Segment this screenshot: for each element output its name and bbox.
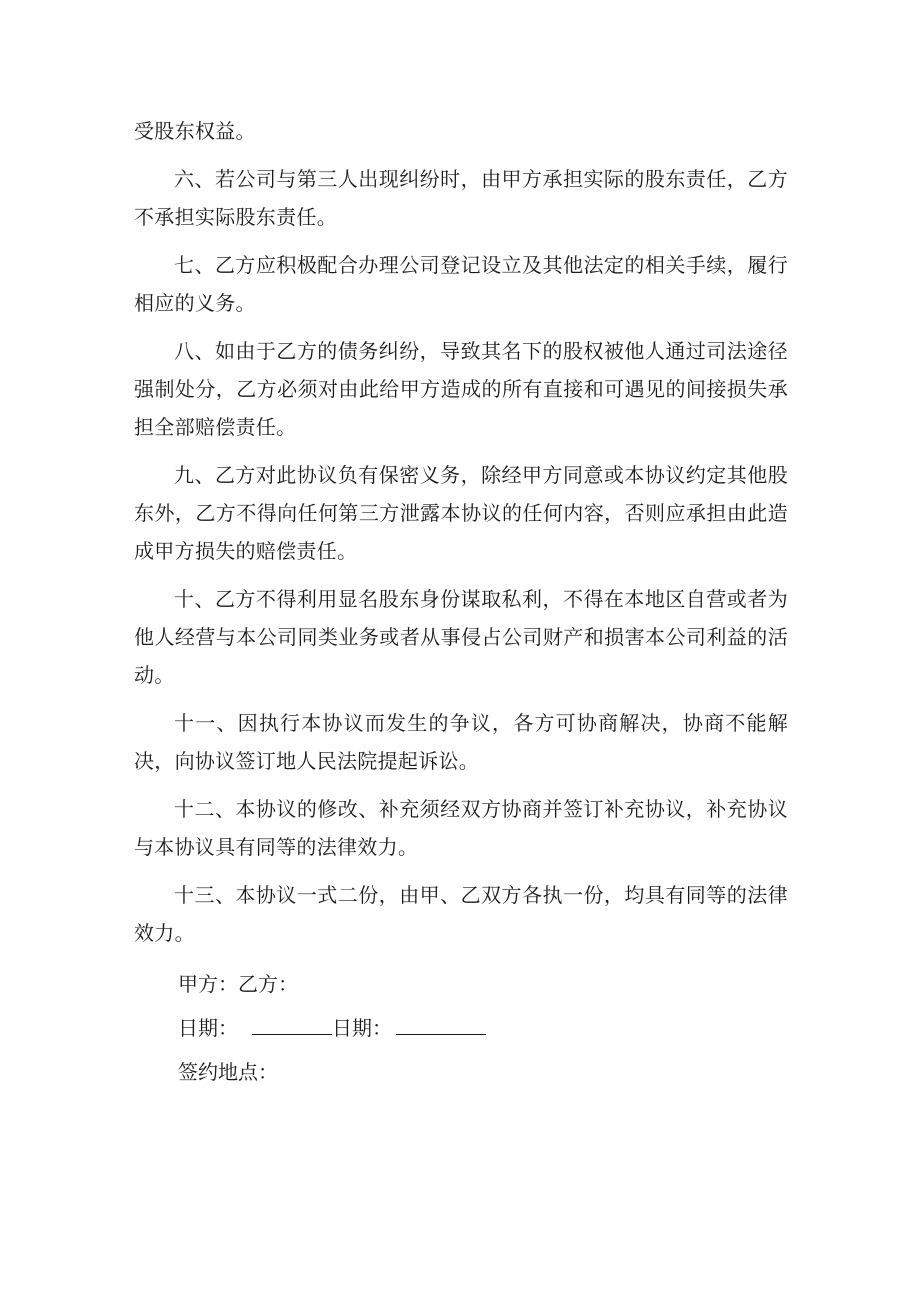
date-line <box>178 1006 788 1050</box>
clause-10: 十、乙方不得利用显名股东身份谋取私利，不得在本地区自营或者为他人经营与本公司同类业务或者从事侵占公司财产和损害本公司利益的活动。 <box>134 587 788 687</box>
date-blank-party-b[interactable] <box>396 1010 486 1035</box>
signing-location-line: 签约地点： <box>178 1060 278 1084</box>
clause-12: 十二、本协议的修改、补充须经双方协商并签订补充协议，补充协议与本协议具有同等的法律效力。 <box>134 797 788 859</box>
clause-11: 十一、因执行本协议而发生的争议，各方可协商解决，协商不能解决，向协议签订地人民法院提起诉讼。 <box>134 711 788 773</box>
agreement-body <box>134 112 788 1094</box>
clause-13: 十三、本协议一式二份，由甲、乙双方各执一份，均具有同等的法律效力。 <box>134 883 788 945</box>
clause-9: 九、乙方对此协议负有保密义务，除经甲方同意或本协议约定其他股东外，乙方不得向任何第三方泄露本协议的任何内容，否则应承担由此造成甲方损失的赔偿责任。 <box>134 463 788 563</box>
clause-8: 八、如由于乙方的债务纠纷，导致其名下的股权被他人通过司法途径强制处分，乙方必须对由此给甲方造成的所有直接和可遇见的间接损失承担全部赔偿责任。 <box>134 339 788 439</box>
parties-line: 甲方：乙方： <box>178 972 298 996</box>
clause-6: 六、若公司与第三人出现纠纷时，由甲方承担实际的股东责任，乙方不承担实际股东责任。 <box>134 167 788 229</box>
date-blank-party-a[interactable] <box>252 1010 332 1035</box>
clause-7: 七、乙方应积极配合办理公司登记设立及其他法定的相关手续，履行相应的义务。 <box>134 253 788 315</box>
date-label-party-a: 日期： <box>178 1016 238 1040</box>
signature-block <box>134 962 788 1094</box>
date-label-party-b: 日期： <box>332 1016 392 1040</box>
continuation-text: 受股东权益。 <box>134 119 256 143</box>
